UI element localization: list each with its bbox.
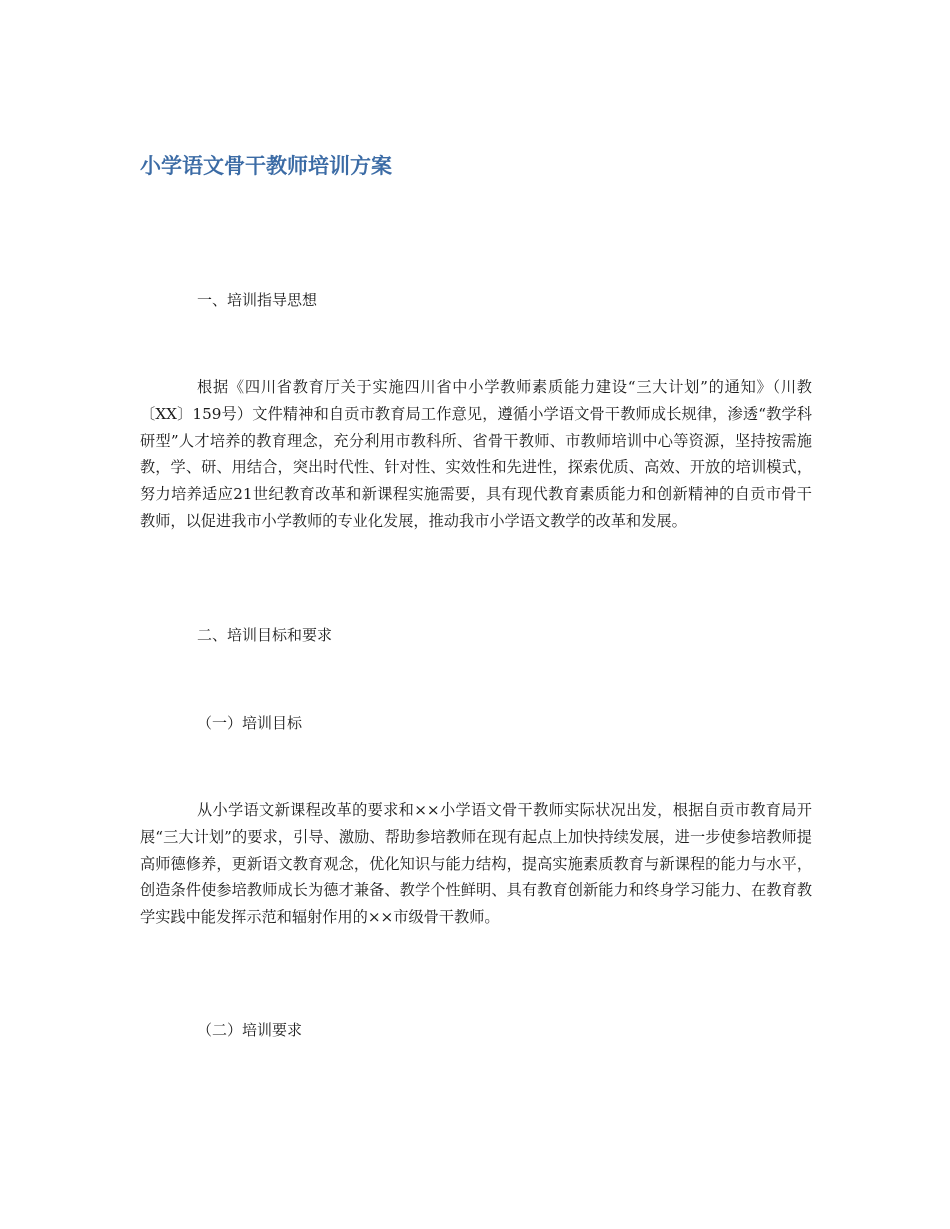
subsection-heading-training-requirements: （二）培训要求	[197, 1021, 303, 1039]
paragraph-guiding-ideology: 根据《四川省教育厅关于实施四川省中小学教师素质能力建设“三大计划”的通知》（川教〔XX〕159号）文件精神和自贡市教育局工作意见，遵循小学语文骨干教师成长规律，渗透“教学科研型”人才培养的教育理念，充分利用市教科所、省骨干教师、市教师培训中心等资源，坚持按需施教，学、研、用结合，突出时代性、针对性、实效性和先进性，探索优质、高效、开放的培训模式，努力培养适应21世纪教育改革和新课程实施需要，具有现代教育素质能力和创新精神的自贡市骨干教师，以促进我市小学教师的专业化发展，推动我市小学语文教学的改革和发展。	[140, 378, 812, 530]
document-title: 小学语文骨干教师培训方案	[140, 154, 392, 178]
paragraph-training-goals: 从小学语文新课程改革的要求和××小学语文骨干教师实际状况出发，根据自贡市教育局开展“三大计划”的要求，引导、激励、帮助参培教师在现有起点上加快持续发展，进一步使参培教师提高师德修养，更新语文教育观念，优化知识与能力结构，提高实施素质教育与新课程的能力与水平，创造条件使参培教师成长为德才兼备、教学个性鲜明、具有教育创新能力和终身学习能力、在教育教学实践中能发挥示范和辐射作用的××市级骨干教师。	[140, 801, 812, 927]
section-heading-goals-requirements: 二、培训目标和要求	[197, 626, 333, 644]
subsection-heading-training-goals: （一）培训目标	[197, 714, 303, 732]
section-heading-guiding-ideology: 一、培训指导思想	[197, 291, 318, 309]
